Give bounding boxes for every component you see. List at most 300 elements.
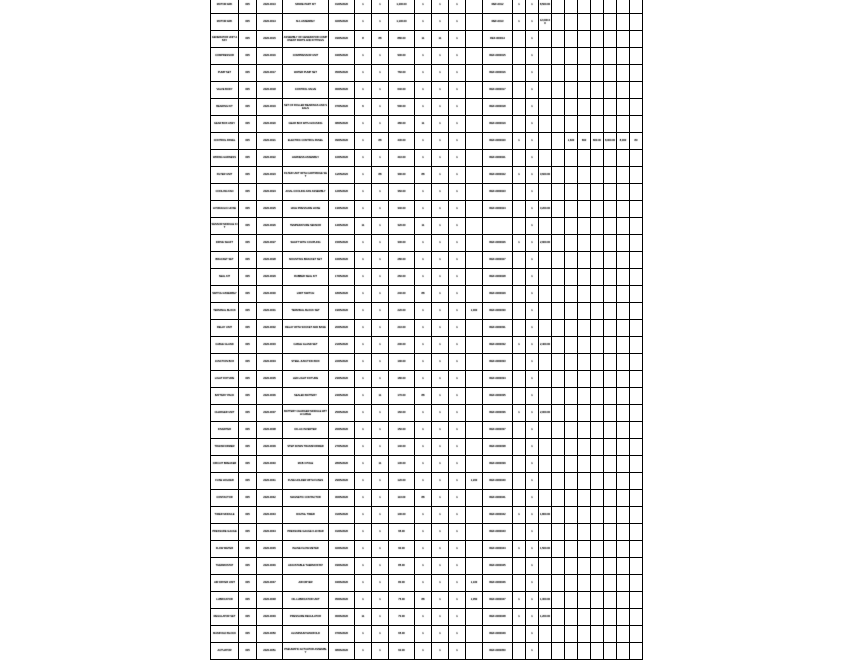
cell-q3[interactable]: 1 xyxy=(415,524,432,541)
cell-f9[interactable] xyxy=(617,201,630,218)
cell-q6[interactable] xyxy=(466,133,483,150)
cell-q3[interactable]: 88 xyxy=(415,592,432,609)
cell-f6[interactable] xyxy=(578,371,591,388)
cell-desc[interactable]: INLINE FLOW METER xyxy=(283,541,329,558)
cell-f10[interactable] xyxy=(630,473,643,490)
cell-name[interactable]: CIRCUIT BREAKER xyxy=(211,456,239,473)
cell-q6[interactable] xyxy=(466,626,483,643)
cell-q3[interactable]: 88 xyxy=(415,490,432,507)
cell-f10[interactable] xyxy=(630,48,643,65)
cell-q3[interactable]: 88 xyxy=(415,286,432,303)
cell-id[interactable]: 2020-0015 xyxy=(257,31,283,48)
cell-date[interactable]: 05/05/2020 xyxy=(329,65,355,82)
table-row[interactable] xyxy=(211,643,643,660)
cell-f9[interactable] xyxy=(617,31,630,48)
cell-f9[interactable] xyxy=(617,507,630,524)
cell-q2[interactable]: 1 xyxy=(372,269,389,286)
cell-desc[interactable]: DIGITAL TIMER xyxy=(283,507,329,524)
cell-q5[interactable]: 1 xyxy=(449,150,466,167)
table-row[interactable] xyxy=(211,14,643,31)
cell-ref[interactable]: REF-000014 xyxy=(483,31,513,48)
cell-f9[interactable] xyxy=(617,65,630,82)
cell-f10[interactable] xyxy=(630,150,643,167)
cell-f7[interactable] xyxy=(591,31,604,48)
cell-q2[interactable]: 1 xyxy=(372,82,389,99)
table-row[interactable] xyxy=(211,422,643,439)
cell-q3[interactable]: 1 xyxy=(415,422,432,439)
cell-f10[interactable] xyxy=(630,456,643,473)
cell-q4[interactable]: 11 xyxy=(432,31,449,48)
cell-q5[interactable]: 1 xyxy=(449,456,466,473)
cell-f6[interactable] xyxy=(578,167,591,184)
cell-f10[interactable] xyxy=(630,524,643,541)
cell-f4[interactable] xyxy=(552,490,565,507)
cell-q6[interactable] xyxy=(466,337,483,354)
cell-f9[interactable] xyxy=(617,371,630,388)
cell-code[interactable]: 005 xyxy=(239,473,257,490)
cell-q6[interactable] xyxy=(466,490,483,507)
cell-f5[interactable] xyxy=(565,218,578,235)
cell-id[interactable]: 2020-0046 xyxy=(257,558,283,575)
cell-f2[interactable]: 1 xyxy=(526,371,539,388)
cell-ref[interactable]: REF-0000045 xyxy=(483,558,513,575)
table-row[interactable] xyxy=(211,354,643,371)
cell-q6[interactable] xyxy=(466,150,483,167)
cell-f4[interactable] xyxy=(552,320,565,337)
cell-f10[interactable] xyxy=(630,303,643,320)
cell-q2[interactable]: 88 xyxy=(372,133,389,150)
cell-f1[interactable] xyxy=(513,388,526,405)
cell-name[interactable]: VALVE BODY xyxy=(211,82,239,99)
cell-date[interactable]: 29/05/2020 xyxy=(329,473,355,490)
cell-f1[interactable] xyxy=(513,473,526,490)
cell-f5[interactable] xyxy=(565,65,578,82)
cell-name[interactable]: CONTACTOR xyxy=(211,490,239,507)
cell-q5[interactable]: 1 xyxy=(449,388,466,405)
cell-q5[interactable]: 1 xyxy=(449,184,466,201)
cell-f2[interactable]: 1 xyxy=(526,320,539,337)
cell-q4[interactable]: 1 xyxy=(432,286,449,303)
cell-q1[interactable]: 1 xyxy=(355,167,372,184)
cell-q1[interactable]: 1 xyxy=(355,150,372,167)
cell-f3[interactable] xyxy=(539,524,552,541)
cell-f3[interactable] xyxy=(539,133,552,150)
cell-f10[interactable] xyxy=(630,14,643,31)
cell-q2[interactable]: 1 xyxy=(372,303,389,320)
cell-q4[interactable]: 1 xyxy=(432,473,449,490)
cell-f2[interactable]: 1 xyxy=(526,218,539,235)
cell-f1[interactable] xyxy=(513,490,526,507)
cell-id[interactable]: 2020-0038 xyxy=(257,422,283,439)
cell-f2[interactable]: 1 xyxy=(526,541,539,558)
cell-id[interactable]: 2020-0036 xyxy=(257,388,283,405)
cell-q1[interactable]: 1 xyxy=(355,82,372,99)
cell-f6[interactable] xyxy=(578,218,591,235)
cell-id[interactable]: 2020-0023 xyxy=(257,167,283,184)
cell-q3[interactable]: 1 xyxy=(415,48,432,65)
cell-f6[interactable] xyxy=(578,422,591,439)
cell-code[interactable]: 005 xyxy=(239,286,257,303)
cell-q4[interactable]: 1 xyxy=(432,303,449,320)
cell-q5[interactable]: 1 xyxy=(449,303,466,320)
cell-q6[interactable] xyxy=(466,116,483,133)
cell-f4[interactable] xyxy=(552,218,565,235)
cell-desc[interactable]: TERMINAL BLOCK SET xyxy=(283,303,329,320)
cell-f7[interactable] xyxy=(591,150,604,167)
cell-desc[interactable]: RUBBER SEAL KIT xyxy=(283,269,329,286)
cell-f8[interactable] xyxy=(604,337,617,354)
cell-id[interactable]: 2020-0032 xyxy=(257,320,283,337)
cell-f2[interactable]: 1 xyxy=(526,286,539,303)
cell-date[interactable]: 02/06/2020 xyxy=(329,541,355,558)
cell-num1[interactable]: 85.00 xyxy=(389,558,415,575)
cell-date[interactable]: 23/05/2020 xyxy=(329,371,355,388)
cell-num1[interactable]: 260.00 xyxy=(389,269,415,286)
cell-q1[interactable]: 1 xyxy=(355,388,372,405)
cell-q1[interactable]: 1 xyxy=(355,320,372,337)
cell-f2[interactable]: 1 xyxy=(526,201,539,218)
cell-q2[interactable]: 1 xyxy=(372,575,389,592)
cell-ref[interactable]: REF-0000027 xyxy=(483,252,513,269)
cell-f1[interactable]: 1 xyxy=(513,405,526,422)
cell-f5[interactable] xyxy=(565,320,578,337)
cell-f3[interactable] xyxy=(539,116,552,133)
cell-f8[interactable] xyxy=(604,456,617,473)
cell-name[interactable]: WIRING HARNESS xyxy=(211,150,239,167)
cell-f7[interactable] xyxy=(591,524,604,541)
cell-f3[interactable] xyxy=(539,269,552,286)
cell-q1[interactable]: 1 xyxy=(355,116,372,133)
cell-f5[interactable] xyxy=(565,116,578,133)
cell-code[interactable]: 005 xyxy=(239,99,257,116)
table-row[interactable] xyxy=(211,286,643,303)
cell-code[interactable]: 005 xyxy=(239,507,257,524)
cell-name[interactable]: MOTOR ARK xyxy=(211,14,239,31)
cell-name[interactable]: FLOW METER xyxy=(211,541,239,558)
cell-f7[interactable] xyxy=(591,354,604,371)
cell-num1[interactable]: 95.00 xyxy=(389,524,415,541)
cell-q2[interactable]: 1 xyxy=(372,643,389,660)
cell-f3[interactable] xyxy=(539,184,552,201)
cell-f3[interactable]: 1,300.00 xyxy=(539,592,552,609)
cell-desc[interactable]: CONTROL VALVE xyxy=(283,82,329,99)
table-row[interactable] xyxy=(211,609,643,626)
cell-date[interactable]: 17/05/2020 xyxy=(329,269,355,286)
cell-ref[interactable]: REF-0000034 xyxy=(483,371,513,388)
cell-date[interactable]: 19/05/2020 xyxy=(329,303,355,320)
cell-id[interactable]: 2020-0043 xyxy=(257,507,283,524)
cell-code[interactable]: 005 xyxy=(239,405,257,422)
cell-code[interactable]: 005 xyxy=(239,388,257,405)
cell-id[interactable]: 2020-0034 xyxy=(257,354,283,371)
cell-num1[interactable]: 160.00 xyxy=(389,405,415,422)
cell-q6[interactable] xyxy=(466,82,483,99)
cell-f1[interactable] xyxy=(513,371,526,388)
cell-num1[interactable]: 280.00 xyxy=(389,252,415,269)
cell-f9[interactable] xyxy=(617,422,630,439)
table-row[interactable] xyxy=(211,456,643,473)
cell-q5[interactable]: 1 xyxy=(449,65,466,82)
cell-f2[interactable]: 1 xyxy=(526,82,539,99)
cell-name[interactable]: THERMOSTAT xyxy=(211,558,239,575)
cell-f3[interactable]: 2,000.00 xyxy=(539,405,552,422)
cell-f3[interactable]: 1,800.00 xyxy=(539,507,552,524)
cell-q4[interactable]: 1 xyxy=(432,48,449,65)
cell-date[interactable]: 06/06/2020 xyxy=(329,609,355,626)
cell-f7[interactable] xyxy=(591,218,604,235)
cell-code[interactable]: 005 xyxy=(239,218,257,235)
cell-q3[interactable]: 1 xyxy=(415,184,432,201)
cell-date[interactable]: 09/05/2020 xyxy=(329,133,355,150)
cell-f1[interactable] xyxy=(513,524,526,541)
data-grid[interactable] xyxy=(210,0,643,660)
cell-f4[interactable] xyxy=(552,65,565,82)
cell-f8[interactable] xyxy=(604,14,617,31)
cell-f4[interactable] xyxy=(552,456,565,473)
cell-ref[interactable]: REF-0000015 xyxy=(483,48,513,65)
cell-f5[interactable] xyxy=(565,643,578,660)
cell-code[interactable]: 005 xyxy=(239,609,257,626)
cell-q1[interactable]: 1 xyxy=(355,337,372,354)
cell-f1[interactable] xyxy=(513,218,526,235)
cell-date[interactable]: 12/05/2020 xyxy=(329,184,355,201)
cell-desc[interactable]: TEMPERATURE SENSOR xyxy=(283,218,329,235)
cell-f1[interactable] xyxy=(513,422,526,439)
cell-f5[interactable] xyxy=(565,286,578,303)
cell-f10[interactable] xyxy=(630,116,643,133)
cell-q2[interactable]: 1 xyxy=(372,422,389,439)
cell-num1[interactable]: 1,200.00 xyxy=(389,0,415,14)
cell-q1[interactable]: 1 xyxy=(355,65,372,82)
cell-id[interactable]: 2020-0019 xyxy=(257,99,283,116)
cell-f8[interactable] xyxy=(604,48,617,65)
cell-name[interactable]: COOLING FAN xyxy=(211,184,239,201)
cell-f4[interactable] xyxy=(552,439,565,456)
cell-q4[interactable]: 1 xyxy=(432,507,449,524)
cell-q1[interactable]: 1 xyxy=(355,286,372,303)
cell-f7[interactable] xyxy=(591,405,604,422)
cell-f7[interactable] xyxy=(591,184,604,201)
cell-q3[interactable]: 88 xyxy=(415,167,432,184)
cell-q1[interactable]: 1 xyxy=(355,439,372,456)
cell-f10[interactable] xyxy=(630,592,643,609)
cell-f1[interactable] xyxy=(513,439,526,456)
cell-q6[interactable] xyxy=(466,439,483,456)
cell-q2[interactable]: 1 xyxy=(372,150,389,167)
cell-id[interactable]: 2020-0037 xyxy=(257,405,283,422)
cell-f4[interactable] xyxy=(552,422,565,439)
cell-f5[interactable] xyxy=(565,405,578,422)
cell-f8[interactable] xyxy=(604,269,617,286)
cell-ref[interactable]: REF-0000046 xyxy=(483,575,513,592)
cell-q4[interactable]: 1 xyxy=(432,354,449,371)
cell-q4[interactable]: 1 xyxy=(432,609,449,626)
cell-f5[interactable] xyxy=(565,150,578,167)
cell-f7[interactable] xyxy=(591,439,604,456)
cell-q4[interactable]: 1 xyxy=(432,235,449,252)
cell-q6[interactable] xyxy=(466,269,483,286)
cell-q6[interactable] xyxy=(466,558,483,575)
cell-q3[interactable]: 1 xyxy=(415,558,432,575)
cell-q5[interactable]: 1 xyxy=(449,269,466,286)
cell-f2[interactable]: 1 xyxy=(526,388,539,405)
cell-code[interactable]: 005 xyxy=(239,235,257,252)
cell-f5[interactable] xyxy=(565,490,578,507)
cell-ref[interactable]: REF-0000019 xyxy=(483,116,513,133)
cell-code[interactable]: 005 xyxy=(239,184,257,201)
cell-num1[interactable]: 190.00 xyxy=(389,354,415,371)
cell-id[interactable]: 2020-0021 xyxy=(257,133,283,150)
cell-desc[interactable]: LED LIGHT FIXTURE xyxy=(283,371,329,388)
cell-f1[interactable] xyxy=(513,184,526,201)
cell-f6[interactable] xyxy=(578,609,591,626)
table-row[interactable] xyxy=(211,337,643,354)
cell-q4[interactable]: 1 xyxy=(432,575,449,592)
cell-f5[interactable]: 1,600 xyxy=(565,133,578,150)
cell-q5[interactable]: 1 xyxy=(449,524,466,541)
cell-f2[interactable]: 1 xyxy=(526,524,539,541)
cell-q5[interactable]: 1 xyxy=(449,252,466,269)
cell-num1[interactable]: 390.00 xyxy=(389,167,415,184)
cell-f4[interactable] xyxy=(552,252,565,269)
table-row[interactable] xyxy=(211,371,643,388)
cell-f4[interactable] xyxy=(552,609,565,626)
cell-q3[interactable]: 1 xyxy=(415,150,432,167)
cell-f7[interactable] xyxy=(591,286,604,303)
cell-q4[interactable]: 1 xyxy=(432,116,449,133)
cell-desc[interactable]: ELECTRIC CONTROL PANEL xyxy=(283,133,329,150)
cell-q6[interactable]: 1,000 xyxy=(466,303,483,320)
table-row[interactable] xyxy=(211,405,643,422)
cell-id[interactable]: 2020-0013 xyxy=(257,0,283,14)
cell-q1[interactable]: 1 xyxy=(355,405,372,422)
cell-ref[interactable]: REF-0000016 xyxy=(483,65,513,82)
table-row[interactable] xyxy=(211,31,643,48)
cell-ref[interactable]: REF-0000047 xyxy=(483,592,513,609)
cell-ref[interactable]: REF-0000048 xyxy=(483,609,513,626)
table-row[interactable] xyxy=(211,473,643,490)
cell-q2[interactable]: 1 xyxy=(372,473,389,490)
cell-date[interactable]: 14/05/2020 xyxy=(329,218,355,235)
cell-f6[interactable] xyxy=(578,524,591,541)
cell-desc[interactable]: HARNESS ASSEMBLY xyxy=(283,150,329,167)
cell-code[interactable]: 005 xyxy=(239,133,257,150)
cell-f2[interactable]: 1 xyxy=(526,473,539,490)
cell-f3[interactable]: 12,000.00 xyxy=(539,14,552,31)
cell-f9[interactable] xyxy=(617,320,630,337)
cell-q6[interactable] xyxy=(466,371,483,388)
cell-f9[interactable] xyxy=(617,473,630,490)
cell-q2[interactable]: 1 xyxy=(372,184,389,201)
cell-date[interactable]: 26/05/2020 xyxy=(329,422,355,439)
cell-desc[interactable]: FUSE HOLDER WITH FUSES xyxy=(283,473,329,490)
cell-f9[interactable] xyxy=(617,456,630,473)
cell-ref[interactable]: REF-0000043 xyxy=(483,524,513,541)
table-row[interactable] xyxy=(211,524,643,541)
cell-f9[interactable] xyxy=(617,235,630,252)
cell-f8[interactable] xyxy=(604,643,617,660)
cell-f3[interactable] xyxy=(539,473,552,490)
cell-f3[interactable] xyxy=(539,48,552,65)
cell-f10[interactable] xyxy=(630,99,643,116)
cell-f8[interactable] xyxy=(604,473,617,490)
cell-f5[interactable] xyxy=(565,252,578,269)
cell-q3[interactable]: 1 xyxy=(415,303,432,320)
cell-f8[interactable] xyxy=(604,558,617,575)
table-row[interactable] xyxy=(211,65,643,82)
cell-f7[interactable] xyxy=(591,252,604,269)
cell-num1[interactable]: 120.00 xyxy=(389,473,415,490)
cell-f10[interactable] xyxy=(630,337,643,354)
cell-num1[interactable]: 65.00 xyxy=(389,626,415,643)
cell-f6[interactable] xyxy=(578,405,591,422)
cell-f5[interactable] xyxy=(565,99,578,116)
cell-q3[interactable]: 11 xyxy=(415,31,432,48)
cell-num1[interactable]: 220.00 xyxy=(389,303,415,320)
table-row[interactable] xyxy=(211,252,643,269)
cell-code[interactable]: 005 xyxy=(239,65,257,82)
cell-q5[interactable]: 1 xyxy=(449,643,466,660)
cell-f9[interactable] xyxy=(617,82,630,99)
cell-f2[interactable]: 1 xyxy=(526,490,539,507)
cell-name[interactable]: LUBRICATOR xyxy=(211,592,239,609)
cell-f5[interactable] xyxy=(565,439,578,456)
cell-f2[interactable]: 1 xyxy=(526,184,539,201)
cell-f5[interactable] xyxy=(565,575,578,592)
cell-q5[interactable]: 1 xyxy=(449,116,466,133)
cell-desc[interactable]: GEAR BOX WITH HOUSING xyxy=(283,116,329,133)
cell-f9[interactable] xyxy=(617,269,630,286)
cell-q4[interactable]: 1 xyxy=(432,269,449,286)
cell-q6[interactable] xyxy=(466,422,483,439)
cell-q4[interactable]: 1 xyxy=(432,490,449,507)
cell-q5[interactable]: 1 xyxy=(449,626,466,643)
cell-name[interactable]: INVERTER xyxy=(211,422,239,439)
cell-code[interactable]: 005 xyxy=(239,354,257,371)
cell-f5[interactable] xyxy=(565,201,578,218)
cell-id[interactable]: 2020-0022 xyxy=(257,150,283,167)
cell-q5[interactable]: 1 xyxy=(449,592,466,609)
cell-f3[interactable] xyxy=(539,626,552,643)
cell-f10[interactable] xyxy=(630,575,643,592)
cell-f3[interactable] xyxy=(539,354,552,371)
cell-f4[interactable] xyxy=(552,31,565,48)
cell-code[interactable]: 005 xyxy=(239,524,257,541)
cell-f6[interactable] xyxy=(578,235,591,252)
cell-q2[interactable]: 1 xyxy=(372,371,389,388)
cell-num1[interactable]: 1,100.00 xyxy=(389,14,415,31)
cell-desc[interactable]: BATTERY CHARGER MODULE WITH CABLE xyxy=(283,405,329,422)
cell-f1[interactable]: 1 xyxy=(513,337,526,354)
cell-f6[interactable] xyxy=(578,252,591,269)
cell-q3[interactable]: 1 xyxy=(415,507,432,524)
cell-id[interactable]: 2020-0045 xyxy=(257,541,283,558)
table-row[interactable] xyxy=(211,184,643,201)
cell-num1[interactable]: 410.00 xyxy=(389,150,415,167)
cell-f6[interactable] xyxy=(578,626,591,643)
cell-num1[interactable]: 640.00 xyxy=(389,82,415,99)
cell-desc[interactable]: PRESSURE REGULATOR xyxy=(283,609,329,626)
cell-q2[interactable]: 1 xyxy=(372,439,389,456)
cell-f8[interactable] xyxy=(604,507,617,524)
cell-q6[interactable] xyxy=(466,201,483,218)
cell-q6[interactable] xyxy=(466,0,483,14)
cell-q4[interactable]: 1 xyxy=(432,99,449,116)
cell-q3[interactable]: 1 xyxy=(415,82,432,99)
cell-f8[interactable] xyxy=(604,99,617,116)
cell-q3[interactable]: 1 xyxy=(415,439,432,456)
cell-q2[interactable]: 1 xyxy=(372,218,389,235)
